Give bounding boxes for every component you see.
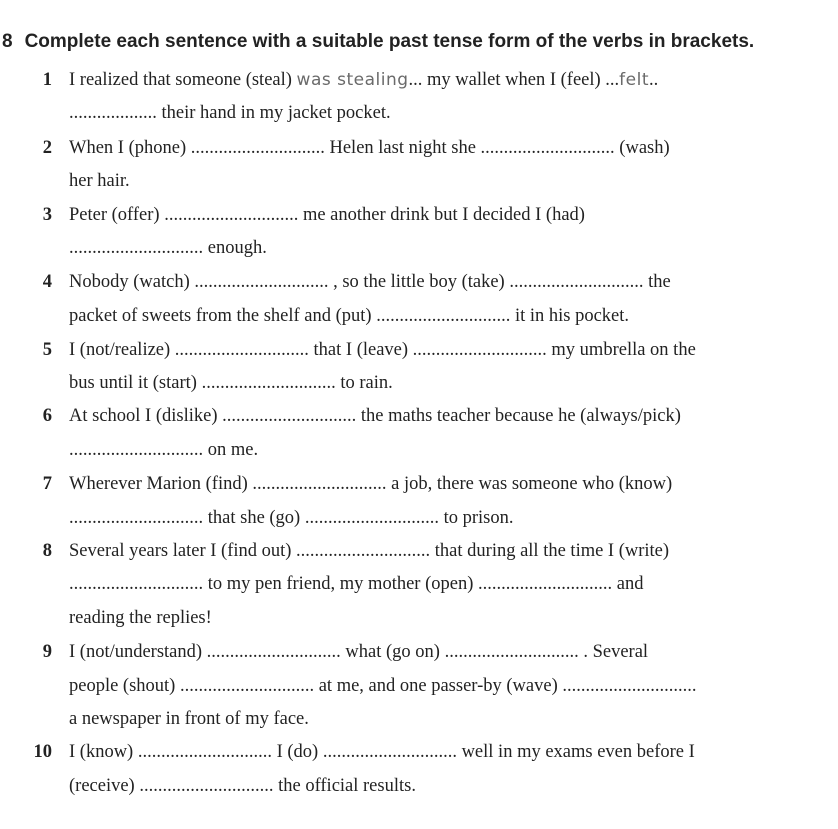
question-number: 3 [42, 205, 52, 225]
sentence-text: Nobody (watch) ............................. , so the little boy (take) ............................. the [69, 272, 671, 292]
question-line [69, 340, 696, 361]
question-line [69, 742, 695, 763]
sentence-text: bus until it (start) ............................. to rain. [69, 373, 393, 393]
sentence-text: I realized that someone (steal) [69, 70, 297, 90]
question-line [69, 541, 669, 562]
sentence-text: ................... their hand in my jacket pocket. [69, 103, 391, 123]
sentence-text: ............................. that she (go) ............................. to prison. [69, 508, 514, 528]
question-line [69, 642, 648, 663]
question-number: 5 [42, 340, 52, 360]
question-line [69, 676, 696, 697]
question-number: 6 [42, 406, 52, 426]
question-line [69, 406, 681, 427]
question-number: 1 [42, 70, 52, 90]
question-line [69, 205, 585, 226]
sentence-text: packet of sweets from the shelf and (put) ............................. it in his pocket. [69, 306, 630, 326]
question-number: 10 [33, 742, 52, 762]
question-line [69, 776, 416, 797]
exercise-heading [2, 31, 754, 53]
sentence-text: ............................. to my pen friend, my mother (open) ............................. and [69, 574, 644, 594]
sentence-text: ... my wallet when I (feel) ... [408, 70, 620, 90]
question-number: 8 [42, 541, 52, 561]
question-line [69, 440, 258, 461]
sentence-text: I (not/realize) ............................. that I (leave) ............................. my umbrella on the [69, 340, 696, 360]
question-line [69, 103, 391, 124]
sentence-text: a newspaper in front of my face. [69, 709, 309, 729]
exercise-number: 8 [2, 31, 13, 52]
question-number: 9 [42, 642, 52, 662]
question-number: 2 [42, 138, 52, 158]
question-line [69, 138, 670, 159]
sentence-text: her hair. [69, 171, 130, 191]
sentence-text: When I (phone) ............................. Helen last night she ............................. (wash) [69, 138, 670, 158]
sentence-text: Several years later I (find out) ............................. that during all the time I (write) [69, 541, 670, 561]
sentence-text: ............................. on me. [69, 440, 259, 460]
sentence-text: I (not/understand) ............................. what (go on) ............................. . Several [69, 642, 649, 662]
sentence-text: ............................. enough. [69, 238, 267, 258]
sentence-text: At school I (dislike) ............................. the maths teacher because he (always/pick) [69, 406, 681, 426]
question-line [69, 508, 514, 529]
question-line [69, 574, 643, 595]
question-line [69, 238, 267, 259]
sentence-text: reading the replies! [69, 608, 212, 628]
handwritten-answer: felt [619, 70, 650, 90]
question-line [69, 272, 671, 293]
handwritten-answer: was stealing [296, 70, 409, 90]
question-line [69, 70, 658, 91]
question-line [69, 474, 672, 495]
question-line [69, 608, 212, 629]
sentence-text: I (know) ............................. I (do) ............................. well in my exams even before I [69, 742, 695, 762]
question-line [69, 306, 629, 327]
question-line [69, 709, 309, 730]
question-line [69, 373, 393, 394]
question-line [69, 171, 130, 192]
sentence-text: Peter (offer) ............................. me another drink but I decided I (had) [69, 205, 585, 225]
question-number: 7 [42, 474, 52, 494]
sentence-text: people (shout) ............................. at me, and one passer-by (wave) ............................. [69, 676, 697, 696]
sentence-text: Wherever Marion (find) ............................. a job, there was someone who (know) [69, 474, 673, 494]
sentence-text: .. [649, 70, 659, 90]
question-number: 4 [42, 272, 52, 292]
exercise-instruction: Complete each sentence with a suitable past tense form of the verbs in brackets. [24, 31, 755, 52]
sentence-text: (receive) ............................. the official results. [69, 776, 416, 796]
